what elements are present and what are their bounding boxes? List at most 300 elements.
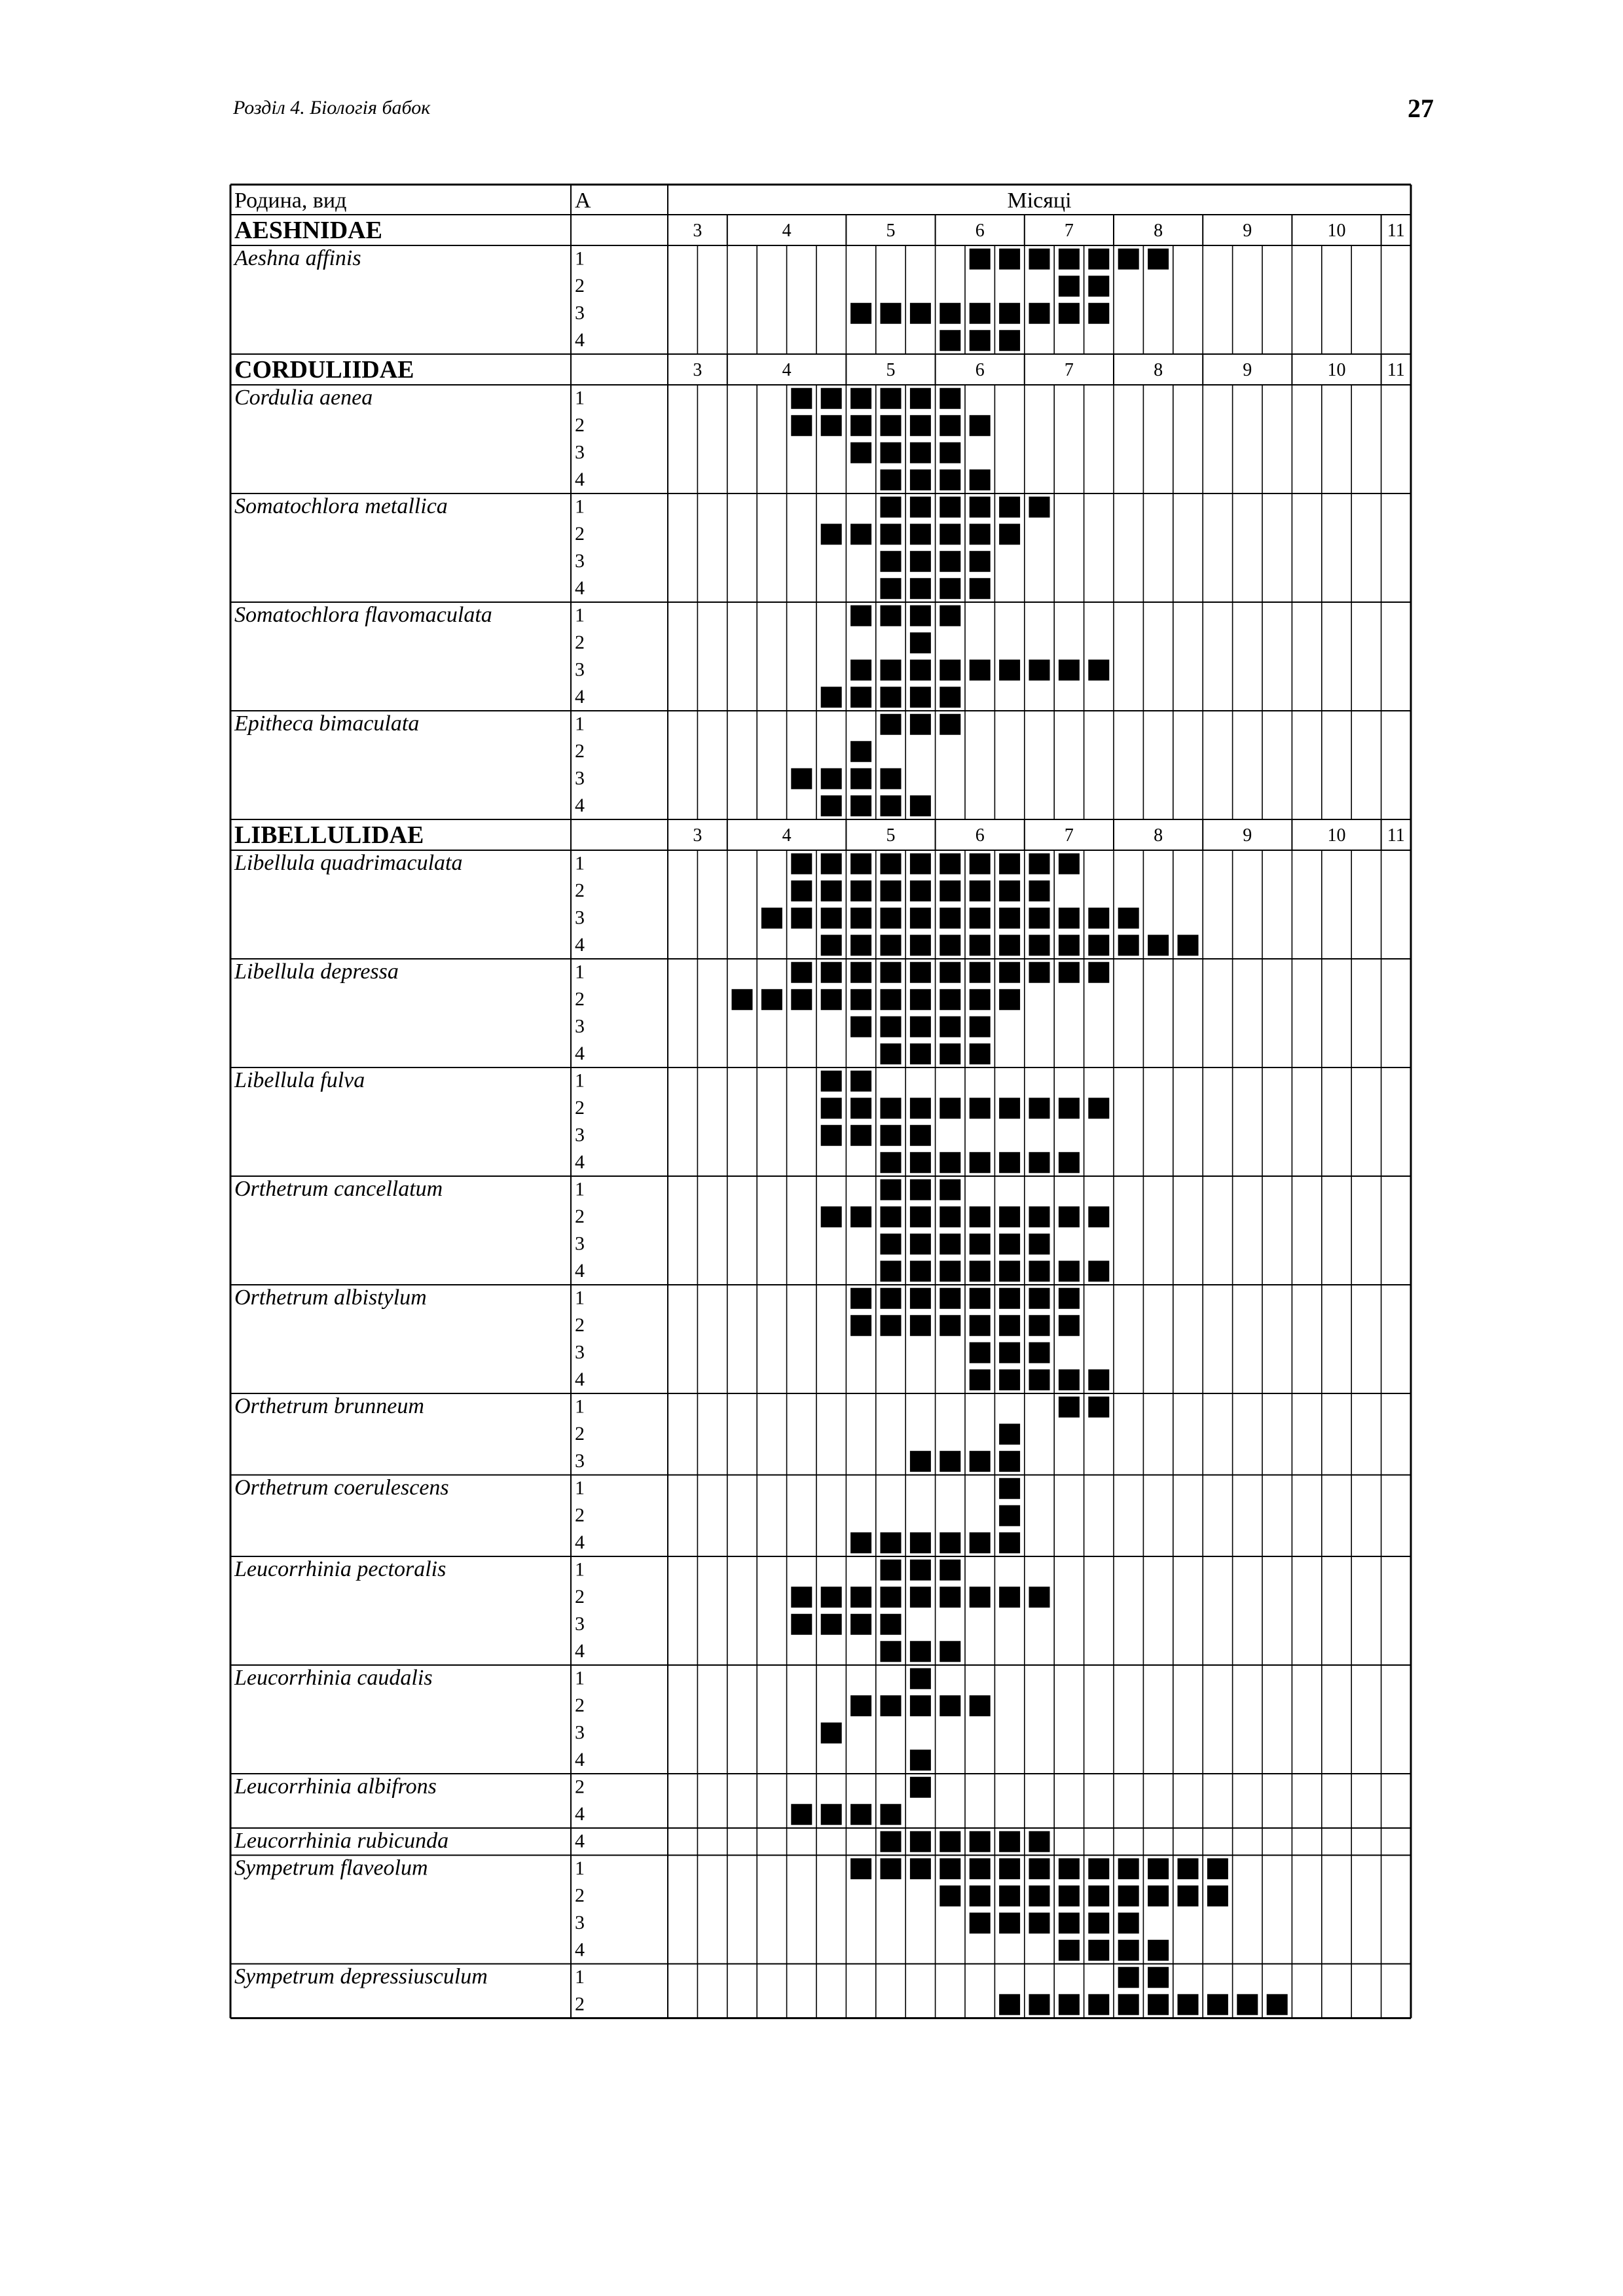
- occurrence-mark: [970, 1152, 991, 1173]
- abundance-code: 1: [575, 1857, 585, 1879]
- occurrence-mark: [999, 1505, 1020, 1526]
- occurrence-mark: [939, 1532, 960, 1553]
- abundance-code: 4: [575, 577, 585, 599]
- abundance-code: 3: [575, 767, 585, 789]
- occurrence-mark: [881, 1831, 902, 1852]
- species-name: Orthetrum coerulescens: [234, 1475, 449, 1500]
- occurrence-mark: [939, 1315, 960, 1336]
- occurrence-mark: [850, 1858, 871, 1879]
- occurrence-mark: [1088, 303, 1109, 324]
- occurrence-mark: [821, 853, 842, 874]
- occurrence-mark: [881, 1206, 902, 1227]
- abundance-code: 2: [575, 1776, 585, 1798]
- occurrence-mark: [999, 1478, 1020, 1499]
- occurrence-mark: [821, 908, 842, 929]
- occurrence-mark: [881, 303, 902, 324]
- occurrence-mark: [939, 524, 960, 545]
- occurrence-mark: [970, 1369, 991, 1390]
- occurrence-mark: [910, 1098, 931, 1119]
- occurrence-mark: [1029, 497, 1050, 518]
- table-labels: [233, 188, 1405, 2015]
- abundance-code: 2: [575, 1206, 585, 1227]
- abundance-code: 4: [575, 934, 585, 956]
- abundance-code: 1: [575, 387, 585, 409]
- abundance-code: 1: [575, 961, 585, 983]
- occurrence-mark: [910, 1016, 931, 1037]
- occurrence-mark: [881, 1560, 902, 1581]
- header-months: Місяці: [1007, 188, 1072, 213]
- occurrence-mark: [910, 1587, 931, 1607]
- occurrence-mark: [850, 687, 871, 708]
- occurrence-mark: [939, 1179, 960, 1200]
- occurrence-mark: [821, 1098, 842, 1119]
- occurrence-mark: [970, 1016, 991, 1037]
- occurrence-mark: [999, 962, 1020, 983]
- abundance-code: 1: [575, 1178, 585, 1200]
- occurrence-marks: [732, 249, 1288, 2015]
- abundance-code: 1: [575, 1395, 585, 1418]
- occurrence-mark: [999, 989, 1020, 1010]
- occurrence-mark: [1059, 1369, 1080, 1390]
- species-name: Somatochlora flavomaculata: [234, 603, 492, 627]
- occurrence-mark: [999, 497, 1020, 518]
- abundance-code: 4: [575, 1260, 585, 1282]
- abundance-code: 4: [575, 686, 585, 708]
- occurrence-mark: [970, 1043, 991, 1064]
- species-name: Leucorrhinia pectoralis: [234, 1557, 447, 1581]
- abundance-code: 2: [575, 1695, 585, 1716]
- occurrence-mark: [910, 1152, 931, 1173]
- occurrence-mark: [1088, 1397, 1109, 1418]
- occurrence-mark: [881, 1125, 902, 1146]
- occurrence-mark: [910, 1179, 931, 1200]
- occurrence-mark: [881, 1804, 902, 1825]
- species-name: Orthetrum brunneum: [234, 1394, 424, 1418]
- occurrence-mark: [1059, 908, 1080, 929]
- species-name: Epitheca bimaculata: [234, 711, 420, 736]
- occurrence-mark: [939, 605, 960, 626]
- occurrence-mark: [881, 1532, 902, 1553]
- occurrence-mark: [939, 1560, 960, 1581]
- occurrence-mark: [850, 989, 871, 1010]
- occurrence-mark: [939, 935, 960, 956]
- month-label: 3: [693, 360, 702, 380]
- occurrence-mark: [1207, 1886, 1228, 1907]
- occurrence-mark: [850, 1614, 871, 1635]
- abundance-code: 2: [575, 740, 585, 762]
- occurrence-mark: [1088, 276, 1109, 296]
- occurrence-mark: [970, 880, 991, 901]
- occurrence-mark: [881, 415, 902, 436]
- occurrence-mark: [1029, 1858, 1050, 1879]
- occurrence-mark: [1118, 1912, 1139, 1933]
- occurrence-mark: [939, 1016, 960, 1037]
- occurrence-mark: [999, 1451, 1020, 1472]
- occurrence-mark: [1029, 1912, 1050, 1933]
- abundance-code: 3: [575, 1613, 585, 1635]
- occurrence-mark: [1118, 908, 1139, 929]
- occurrence-mark: [850, 1125, 871, 1146]
- occurrence-mark: [821, 1723, 842, 1744]
- occurrence-mark: [881, 578, 902, 599]
- occurrence-mark: [970, 1695, 991, 1716]
- occurrence-mark: [1148, 1886, 1169, 1907]
- table-grid-lines: [230, 185, 1411, 2018]
- occurrence-mark: [1029, 962, 1050, 983]
- species-name: Libellula fulva: [234, 1068, 365, 1092]
- abundance-code: 1: [575, 852, 585, 874]
- species-name: Leucorrhinia albifrons: [234, 1774, 437, 1799]
- occurrence-mark: [881, 1614, 902, 1635]
- occurrence-mark: [821, 795, 842, 816]
- occurrence-mark: [850, 1532, 871, 1553]
- occurrence-mark: [1088, 1940, 1109, 1961]
- occurrence-mark: [910, 989, 931, 1010]
- occurrence-mark: [910, 1125, 931, 1146]
- occurrence-mark: [881, 1179, 902, 1200]
- occurrence-mark: [939, 497, 960, 518]
- occurrence-mark: [970, 524, 991, 545]
- family-name: LIBELLULIDAE: [234, 821, 424, 849]
- occurrence-mark: [910, 853, 931, 874]
- abundance-code: 4: [575, 1369, 585, 1390]
- occurrence-mark: [791, 388, 812, 409]
- abundance-code: 4: [575, 329, 585, 351]
- occurrence-mark: [1088, 249, 1109, 270]
- abundance-code: 1: [575, 1477, 585, 1499]
- occurrence-mark: [910, 1749, 931, 1770]
- occurrence-mark: [939, 303, 960, 324]
- month-label: 9: [1243, 825, 1252, 846]
- month-label: 6: [975, 221, 985, 241]
- occurrence-mark: [999, 880, 1020, 901]
- occurrence-mark: [850, 768, 871, 789]
- occurrence-mark: [999, 660, 1020, 681]
- occurrence-mark: [821, 687, 842, 708]
- occurrence-mark: [850, 1315, 871, 1336]
- abundance-code: 2: [575, 632, 585, 653]
- month-label: 6: [975, 360, 985, 380]
- occurrence-mark: [939, 415, 960, 436]
- abundance-code: 1: [575, 604, 585, 626]
- occurrence-mark: [939, 908, 960, 929]
- occurrence-mark: [939, 1234, 960, 1255]
- occurrence-mark: [1059, 935, 1080, 956]
- abundance-code: 4: [575, 1640, 585, 1662]
- occurrence-mark: [881, 1315, 902, 1336]
- occurrence-mark: [881, 1587, 902, 1607]
- occurrence-mark: [850, 962, 871, 983]
- month-label: 8: [1154, 825, 1163, 846]
- occurrence-mark: [1029, 1369, 1050, 1390]
- occurrence-mark: [939, 330, 960, 351]
- occurrence-mark: [999, 1369, 1020, 1390]
- occurrence-mark: [939, 578, 960, 599]
- occurrence-mark: [1029, 1315, 1050, 1336]
- occurrence-mark: [1148, 1994, 1169, 2015]
- occurrence-mark: [1029, 853, 1050, 874]
- occurrence-mark: [910, 1532, 931, 1553]
- species-name: Libellula quadrimaculata: [234, 851, 463, 875]
- occurrence-mark: [939, 1206, 960, 1227]
- occurrence-mark: [999, 1858, 1020, 1879]
- occurrence-mark: [910, 415, 931, 436]
- occurrence-mark: [1178, 1886, 1199, 1907]
- occurrence-mark: [999, 1261, 1020, 1282]
- occurrence-mark: [999, 303, 1020, 324]
- occurrence-mark: [970, 551, 991, 572]
- occurrence-mark: [881, 388, 902, 409]
- occurrence-mark: [910, 962, 931, 983]
- occurrence-mark: [881, 935, 902, 956]
- occurrence-mark: [1029, 1261, 1050, 1282]
- occurrence-mark: [761, 989, 782, 1010]
- month-label: 7: [1064, 221, 1074, 241]
- occurrence-mark: [791, 1804, 812, 1825]
- occurrence-mark: [939, 1587, 960, 1607]
- occurrence-mark: [939, 551, 960, 572]
- occurrence-mark: [1148, 249, 1169, 270]
- occurrence-mark: [999, 1831, 1020, 1852]
- header-age-column: А: [575, 188, 591, 213]
- occurrence-mark: [881, 1043, 902, 1064]
- occurrence-mark: [881, 524, 902, 545]
- month-label: 5: [886, 221, 896, 241]
- occurrence-mark: [791, 989, 812, 1010]
- occurrence-mark: [881, 469, 902, 490]
- occurrence-mark: [1118, 935, 1139, 956]
- occurrence-mark: [1088, 1994, 1109, 2015]
- occurrence-mark: [850, 1288, 871, 1309]
- occurrence-mark: [910, 1831, 931, 1852]
- abundance-code: 4: [575, 1151, 585, 1173]
- occurrence-mark: [999, 249, 1020, 270]
- occurrence-mark: [1118, 1967, 1139, 1988]
- occurrence-mark: [881, 989, 902, 1010]
- occurrence-mark: [850, 741, 871, 762]
- occurrence-mark: [1088, 962, 1109, 983]
- occurrence-mark: [821, 989, 842, 1010]
- occurrence-mark: [881, 908, 902, 929]
- occurrence-mark: [910, 1234, 931, 1255]
- occurrence-mark: [791, 1587, 812, 1607]
- occurrence-mark: [1178, 1858, 1199, 1879]
- abundance-code: 3: [575, 1124, 585, 1146]
- occurrence-mark: [1029, 303, 1050, 324]
- occurrence-mark: [1059, 1315, 1080, 1336]
- occurrence-mark: [881, 795, 902, 816]
- occurrence-mark: [791, 962, 812, 983]
- occurrence-mark: [1029, 1206, 1050, 1227]
- occurrence-mark: [1088, 1261, 1109, 1282]
- occurrence-mark: [939, 687, 960, 708]
- occurrence-mark: [970, 1886, 991, 1907]
- occurrence-mark: [910, 1043, 931, 1064]
- occurrence-mark: [791, 853, 812, 874]
- occurrence-mark: [1059, 1098, 1080, 1119]
- occurrence-mark: [850, 880, 871, 901]
- occurrence-mark: [881, 1858, 902, 1879]
- occurrence-mark: [850, 1695, 871, 1716]
- occurrence-mark: [999, 1342, 1020, 1363]
- occurrence-mark: [939, 1451, 960, 1472]
- page-number: 27: [1408, 94, 1434, 123]
- abundance-code: 1: [575, 1667, 585, 1689]
- occurrence-mark: [1029, 660, 1050, 681]
- abundance-code: 1: [575, 247, 585, 270]
- occurrence-mark: [850, 388, 871, 409]
- occurrence-mark: [791, 415, 812, 436]
- occurrence-mark: [910, 1451, 931, 1472]
- occurrence-mark: [821, 388, 842, 409]
- occurrence-mark: [910, 1261, 931, 1282]
- month-label: 3: [693, 825, 702, 846]
- species-name: Leucorrhinia caudalis: [234, 1666, 433, 1690]
- occurrence-mark: [910, 497, 931, 518]
- occurrence-mark: [999, 1098, 1020, 1119]
- occurrence-mark: [1059, 1206, 1080, 1227]
- occurrence-mark: [910, 442, 931, 463]
- occurrence-mark: [910, 605, 931, 626]
- occurrence-mark: [970, 935, 991, 956]
- occurrence-mark: [1088, 660, 1109, 681]
- abundance-code: 3: [575, 1015, 585, 1037]
- occurrence-mark: [881, 714, 902, 735]
- abundance-code: 2: [575, 1884, 585, 1907]
- occurrence-mark: [1059, 1886, 1080, 1907]
- occurrence-mark: [1088, 1206, 1109, 1227]
- occurrence-mark: [1029, 1288, 1050, 1309]
- occurrence-mark: [1029, 1234, 1050, 1255]
- abundance-code: 4: [575, 1043, 585, 1064]
- occurrence-mark: [910, 714, 931, 735]
- occurrence-mark: [881, 768, 902, 789]
- occurrence-mark: [970, 989, 991, 1010]
- occurrence-mark: [881, 1098, 902, 1119]
- occurrence-mark: [939, 853, 960, 874]
- occurrence-mark: [1059, 1940, 1080, 1961]
- occurrence-mark: [1148, 935, 1169, 956]
- abundance-code: 3: [575, 1341, 585, 1363]
- occurrence-mark: [1059, 1994, 1080, 2015]
- abundance-code: 3: [575, 302, 585, 324]
- family-name: AESHNIDAE: [234, 217, 382, 244]
- occurrence-mark: [939, 880, 960, 901]
- occurrence-mark: [970, 908, 991, 929]
- occurrence-mark: [881, 660, 902, 681]
- occurrence-mark: [850, 908, 871, 929]
- occurrence-mark: [970, 1451, 991, 1472]
- occurrence-mark: [999, 853, 1020, 874]
- abundance-code: 4: [575, 1532, 585, 1553]
- occurrence-mark: [910, 303, 931, 324]
- occurrence-mark: [970, 303, 991, 324]
- occurrence-mark: [1059, 1912, 1080, 1933]
- occurrence-mark: [910, 1641, 931, 1662]
- month-label: 10: [1327, 221, 1346, 241]
- occurrence-mark: [821, 524, 842, 545]
- occurrence-mark: [881, 605, 902, 626]
- occurrence-mark: [910, 1288, 931, 1309]
- abundance-code: 3: [575, 1721, 585, 1744]
- abundance-code: 2: [575, 1314, 585, 1336]
- abundance-code: 3: [575, 1450, 585, 1472]
- occurrence-mark: [881, 880, 902, 901]
- occurrence-mark: [970, 1532, 991, 1553]
- occurrence-mark: [850, 1206, 871, 1227]
- occurrence-mark: [939, 1261, 960, 1282]
- abundance-code: 1: [575, 1966, 585, 1988]
- occurrence-mark: [821, 768, 842, 789]
- occurrence-mark: [970, 497, 991, 518]
- occurrence-mark: [1088, 1098, 1109, 1119]
- occurrence-mark: [821, 962, 842, 983]
- occurrence-mark: [1118, 1994, 1139, 2015]
- occurrence-mark: [1088, 1912, 1109, 1933]
- occurrence-mark: [939, 388, 960, 409]
- abundance-code: 1: [575, 495, 585, 518]
- occurrence-mark: [970, 1234, 991, 1255]
- occurrence-mark: [910, 1315, 931, 1336]
- occurrence-mark: [1059, 1397, 1080, 1418]
- month-label: 7: [1064, 360, 1074, 380]
- occurrence-mark: [939, 1831, 960, 1852]
- abundance-code: 1: [575, 1069, 585, 1092]
- occurrence-mark: [1059, 1261, 1080, 1282]
- occurrence-mark: [850, 303, 871, 324]
- occurrence-mark: [821, 415, 842, 436]
- occurrence-mark: [791, 768, 812, 789]
- occurrence-mark: [1059, 1152, 1080, 1173]
- occurrence-mark: [1148, 1940, 1169, 1961]
- occurrence-mark: [821, 1587, 842, 1607]
- species-name: Sympetrum flaveolum: [234, 1856, 428, 1880]
- occurrence-mark: [939, 1152, 960, 1173]
- occurrence-mark: [1088, 1858, 1109, 1879]
- occurrence-mark: [821, 1804, 842, 1825]
- family-name: CORDULIIDAE: [234, 356, 414, 384]
- occurrence-mark: [970, 1342, 991, 1363]
- occurrence-mark: [1237, 1994, 1258, 2015]
- occurrence-mark: [999, 1532, 1020, 1553]
- occurrence-mark: [1118, 1858, 1139, 1879]
- occurrence-mark: [850, 1804, 871, 1825]
- occurrence-mark: [999, 1152, 1020, 1173]
- occurrence-mark: [999, 1424, 1020, 1444]
- occurrence-mark: [999, 935, 1020, 956]
- occurrence-mark: [939, 714, 960, 735]
- occurrence-mark: [881, 1641, 902, 1662]
- occurrence-mark: [999, 524, 1020, 545]
- occurrence-mark: [910, 551, 931, 572]
- occurrence-mark: [881, 442, 902, 463]
- occurrence-mark: [1088, 1369, 1109, 1390]
- occurrence-mark: [881, 962, 902, 983]
- occurrence-mark: [1207, 1994, 1228, 2015]
- occurrence-mark: [999, 1206, 1020, 1227]
- abundance-code: 4: [575, 1749, 585, 1770]
- occurrence-mark: [1059, 276, 1080, 296]
- month-label: 3: [693, 221, 702, 241]
- occurrence-mark: [1029, 1342, 1050, 1363]
- occurrence-mark: [999, 1234, 1020, 1255]
- occurrence-mark: [910, 632, 931, 653]
- occurrence-mark: [999, 1994, 1020, 2015]
- occurrence-mark: [850, 605, 871, 626]
- occurrence-mark: [1029, 1587, 1050, 1607]
- abundance-code: 4: [575, 795, 585, 816]
- occurrence-mark: [791, 908, 812, 929]
